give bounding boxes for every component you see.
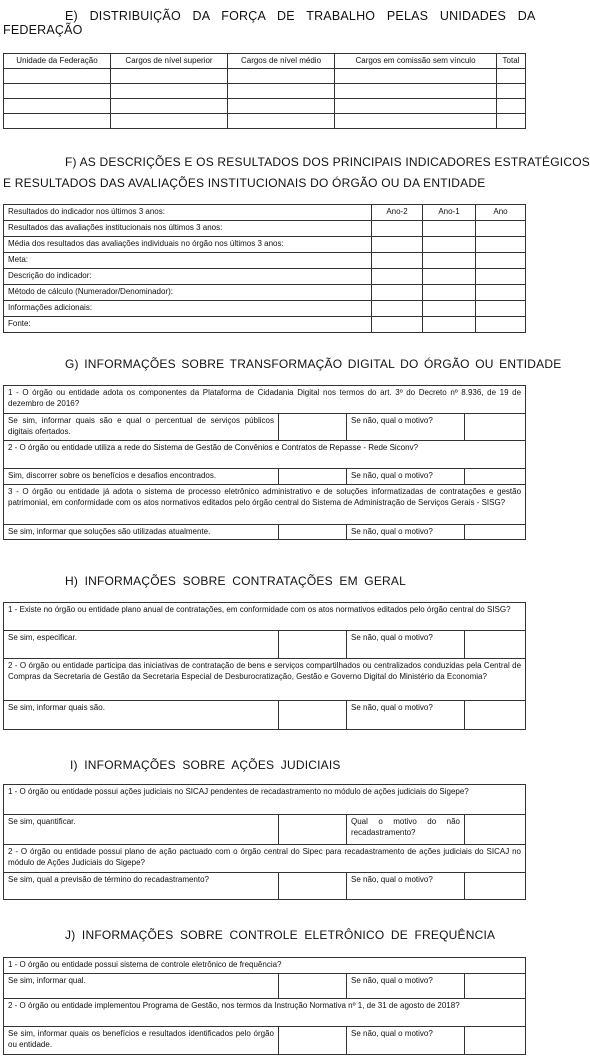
g3-yes-answer[interactable]: [279, 525, 347, 540]
section-i-title: I) INFORMAÇÕES SOBRE AÇÕES JUDICIAIS: [70, 758, 341, 772]
g2-yes-label: Sim, discorrer sobre os benefícios e desafios encontrados.: [4, 469, 279, 485]
cell[interactable]: [111, 84, 228, 99]
digital-table: [3, 385, 525, 540]
cell[interactable]: [423, 285, 476, 301]
cell[interactable]: [476, 285, 526, 301]
j2-no-answer[interactable]: [465, 1027, 526, 1055]
header-ano: Ano: [476, 205, 526, 221]
header-nivel-superior: Cargos de nível superior: [111, 54, 228, 69]
judicial-table: [3, 784, 525, 900]
header-comissao: Cargos em comissão sem vínculo: [335, 54, 497, 69]
cell[interactable]: [228, 69, 335, 84]
cell[interactable]: [476, 301, 526, 317]
cell[interactable]: [497, 99, 526, 114]
i1-yes-answer[interactable]: [279, 815, 347, 845]
cell[interactable]: [4, 114, 111, 129]
cell[interactable]: [476, 253, 526, 269]
cell[interactable]: [4, 84, 111, 99]
i2-no-label: Se não, qual o motivo?: [347, 873, 465, 900]
indicator-row-label: Meta:: [4, 253, 372, 269]
cell[interactable]: [497, 84, 526, 99]
question-h2: 2 - O órgão ou entidade participa das iniciativas de contratação de bens e serviços compartilhados ou centralizados conduzidas pela Central de Compras da Secretaria de Gestão da Secretaria Especial de Desburocratização, Gestão e Governo Digital do Ministério da Economia?: [4, 659, 526, 701]
cell[interactable]: [111, 99, 228, 114]
section-g-title: G) INFORMAÇÕES SOBRE TRANSFORMAÇÃO DIGITAL DO ÓRGÃO OU ENTIDADE: [65, 357, 562, 371]
g1-no-label: Se não, qual o motivo?: [347, 414, 465, 441]
cell[interactable]: [476, 269, 526, 285]
cell[interactable]: [372, 285, 423, 301]
question-g3: 3 - O órgão ou entidade já adota o sistema de processo eletrônico administrativo e de soluções informatizadas de contratações e gestão patrimonial, em conformidade com os atos normativos editados pelo órgão central do Sistema de Administração de Serviços Gerais - SISG?: [4, 485, 526, 525]
indicator-row-label: Fonte:: [4, 317, 372, 333]
cell[interactable]: [228, 84, 335, 99]
cell[interactable]: [228, 99, 335, 114]
cell[interactable]: [372, 301, 423, 317]
j1-no-answer[interactable]: [465, 974, 526, 999]
j1-yes-answer[interactable]: [279, 974, 347, 999]
table-row: [4, 114, 526, 129]
g1-no-answer[interactable]: [465, 414, 526, 441]
j1-yes-label: Se sim, informar qual.: [4, 974, 279, 999]
cell[interactable]: [423, 237, 476, 253]
cell[interactable]: [423, 253, 476, 269]
cell[interactable]: [476, 317, 526, 333]
cell[interactable]: [423, 269, 476, 285]
contracts-table: [3, 602, 525, 730]
header-total: Total: [497, 54, 526, 69]
section-j-title: J) INFORMAÇÕES SOBRE CONTROLE ELETRÔNICO DE FREQUÊNCIA: [65, 928, 496, 942]
i2-yes-label: Se sim, qual a previsão de término do recadastramento?: [4, 873, 279, 900]
cell[interactable]: [111, 69, 228, 84]
question-g2: 2 - O órgão ou entidade utiliza a rede do Sistema de Gestão de Convênios e Contratos de Repasse - Rede Siconv?: [4, 441, 526, 469]
indicator-row-label: Média dos resultados das avaliações individuais no órgão nos últimos 3 anos:: [4, 237, 372, 253]
i1-no-label: Qual o motivo do não recadastramento?: [347, 815, 465, 845]
j2-no-label: Se não, qual o motivo?: [347, 1027, 465, 1055]
g2-no-label: Se não, qual o motivo?: [347, 469, 465, 485]
h2-yes-answer[interactable]: [279, 701, 347, 730]
question-j2: 2 - O órgão ou entidade implementou Programa de Gestão, nos termos da Instrução Normativa nº 1, de 31 de agosto de 2018?: [4, 999, 526, 1027]
indicator-row-label: Descrição do indicador:: [4, 269, 372, 285]
section-e-title-line1: E) DISTRIBUIÇÃO DA FORÇA DE TRABALHO PELAS UNIDADES DA: [65, 9, 536, 23]
table-row: [4, 84, 526, 99]
header-uf: Unidade da Federação: [4, 54, 111, 69]
indicator-row-label: Resultados do indicador nos últimos 3 anos:: [4, 205, 372, 221]
g1-yes-label: Se sim, informar quais são e qual o percentual de serviços públicos digitais ofertados.: [4, 414, 279, 441]
question-i1: 1 - O órgão ou entidade possui ações judiciais no SICAJ pendentes de recadastramento no módulo de ações judiciais do Sigepe?: [4, 785, 526, 815]
cell[interactable]: [4, 99, 111, 114]
cell[interactable]: [476, 221, 526, 237]
cell[interactable]: [335, 99, 497, 114]
distribution-table: [3, 53, 525, 129]
header-ano-1: Ano-1: [423, 205, 476, 221]
cell[interactable]: [335, 84, 497, 99]
section-h-title: H) INFORMAÇÕES SOBRE CONTRATAÇÕES EM GERAL: [65, 574, 406, 588]
indicators-table: [3, 204, 525, 333]
section-e-title-line2: FEDERAÇÃO: [3, 23, 83, 37]
cell[interactable]: [372, 237, 423, 253]
table-row: [4, 99, 526, 114]
h1-no-answer[interactable]: [465, 631, 526, 659]
h1-yes-answer[interactable]: [279, 631, 347, 659]
cell[interactable]: [372, 269, 423, 285]
g3-no-answer[interactable]: [465, 525, 526, 540]
cell[interactable]: [4, 69, 111, 84]
h2-no-answer[interactable]: [465, 701, 526, 730]
h1-yes-label: Se sim, especificar.: [4, 631, 279, 659]
j1-no-label: Se não, qual o motivo?: [347, 974, 465, 999]
cell[interactable]: [423, 317, 476, 333]
cell[interactable]: [335, 69, 497, 84]
g3-no-label: Se não, qual o motivo?: [347, 525, 465, 540]
table-row: [4, 69, 526, 84]
cell[interactable]: [228, 114, 335, 129]
question-j1: 1 - O órgão ou entidade possui sistema de controle eletrônico de frequência?: [4, 958, 526, 974]
header-ano-2: Ano-2: [372, 205, 423, 221]
j2-yes-answer[interactable]: [279, 1027, 347, 1055]
cell[interactable]: [111, 114, 228, 129]
cell[interactable]: [423, 301, 476, 317]
indicator-row-label: Resultados das avaliações institucionais nos últimos 3 anos:: [4, 221, 372, 237]
cell[interactable]: [372, 253, 423, 269]
g1-yes-answer[interactable]: [279, 414, 347, 441]
attendance-table: [3, 957, 525, 1055]
i1-no-answer[interactable]: [465, 815, 526, 845]
h2-no-label: Se não, qual o motivo?: [347, 701, 465, 730]
section-f-title-line2: E RESULTADOS DAS AVALIAÇÕES INSTITUCIONAIS DO ÓRGÃO OU DA ENTIDADE: [3, 176, 486, 190]
question-g1: 1 - O órgão ou entidade adota os componentes da Plataforma de Cidadania Digital nos termos do art. 3º do Decreto nº 8.936, de 19 de dezembro de 2016?: [4, 386, 526, 414]
question-i2: 2 - O órgão ou entidade possui plano de ação pactuado com o órgão central do Sipec para recadastramento de ações judiciais do SICAJ no módulo de Ações Judiciais do Sigepe?: [4, 845, 526, 873]
header-nivel-medio: Cargos de nível médio: [228, 54, 335, 69]
g2-no-answer[interactable]: [465, 469, 526, 485]
cell[interactable]: [372, 317, 423, 333]
cell[interactable]: [497, 69, 526, 84]
i1-yes-label: Se sim, quantificar.: [4, 815, 279, 845]
cell[interactable]: [372, 221, 423, 237]
indicator-row-label: Método de cálculo (Numerador/Denominador):: [4, 285, 372, 301]
section-f-title-line1: F) AS DESCRIÇÕES E OS RESULTADOS DOS PRINCIPAIS INDICADORES ESTRATÉGICOS: [65, 155, 590, 169]
indicator-row-label: Informações adicionais:: [4, 301, 372, 317]
j2-yes-label: Se sim, informar quais os benefícios e resultados identificados pelo órgão ou entidade.: [4, 1027, 279, 1055]
g2-yes-answer[interactable]: [279, 469, 347, 485]
cell[interactable]: [335, 114, 497, 129]
g3-yes-label: Se sim, informar que soluções são utilizadas atualmente.: [4, 525, 279, 540]
cell[interactable]: [497, 114, 526, 129]
i2-yes-answer[interactable]: [279, 873, 347, 900]
h2-yes-label: Se sim, informar quais são.: [4, 701, 279, 730]
cell[interactable]: [476, 237, 526, 253]
i2-no-answer[interactable]: [465, 873, 526, 900]
question-h1: 1 - Existe no órgão ou entidade plano anual de contratações, em conformidade com os atos normativos editados pelo órgão central do SISG?: [4, 603, 526, 631]
h1-no-label: Se não, qual o motivo?: [347, 631, 465, 659]
cell[interactable]: [423, 221, 476, 237]
